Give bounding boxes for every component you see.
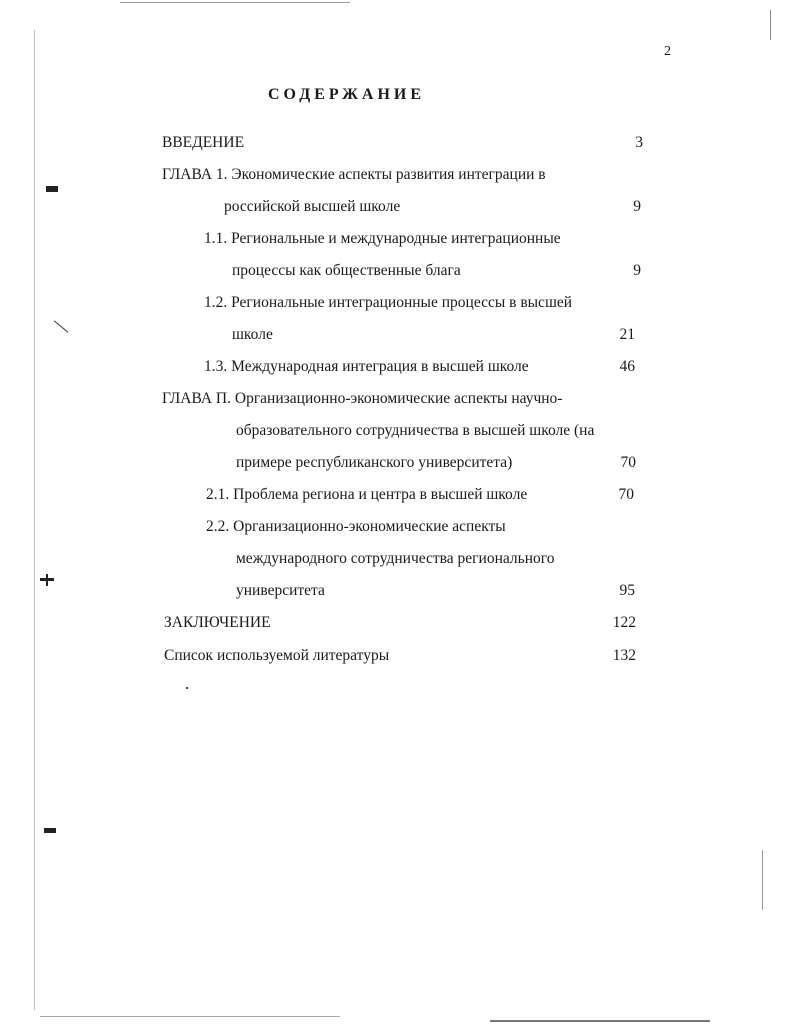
toc-page-section-1-2: 21 [619, 326, 635, 343]
toc-entry-section-2-2: 2.2. Организационно-экономические аспекты [206, 518, 506, 535]
toc-entry-references: Список используемой литературы [164, 647, 390, 664]
scan-line-top [120, 2, 350, 3]
scan-line-left [34, 30, 35, 1010]
toc-entry-conclusion: ЗАКЛЮЧЕНИЕ [164, 614, 271, 631]
toc-entry-section-1-2-cont: школе [232, 326, 273, 343]
scan-mark-1 [46, 186, 58, 192]
scan-line-right-top [770, 10, 771, 40]
page-title: СОДЕРЖАНИЕ [268, 86, 426, 103]
scan-mark-3 [46, 574, 48, 586]
scan-mark-4 [44, 828, 56, 833]
toc-entry-section-1-3: 1.3. Международная интеграция в высшей школе [204, 358, 529, 375]
toc-entry-section-2-2-cont-1: международного сотрудничества регионального [236, 550, 555, 567]
toc-entry-chapter-2: ГЛАВА П. Организационно-экономические аспекты научно- [162, 390, 563, 407]
toc-entry-section-2-2-cont-2: университета [236, 582, 325, 599]
toc-page-section-1-1: 9 [633, 262, 641, 279]
toc-page-section-1-3: 46 [619, 358, 635, 375]
toc-entry-section-1-1-cont: процессы как общественные блага [232, 262, 461, 279]
scan-line-right-mid [762, 850, 763, 910]
toc-page-chapter-2: 70 [620, 454, 636, 471]
page-number: 2 [664, 44, 671, 59]
toc-page-section-2-1: 70 [618, 486, 634, 503]
toc-entry-chapter-1: ГЛАВА 1. Экономические аспекты развития интеграции в [162, 166, 546, 183]
toc-entry-chapter-2-cont-1: образовательного сотрудничества в высшей школе (на [236, 422, 595, 439]
toc-page-intro: 3 [635, 134, 643, 151]
toc-entry-chapter-1-cont: российской высшей школе [224, 198, 401, 215]
toc-entry-section-1-1: 1.1. Региональные и международные интеграционные [204, 230, 561, 247]
toc-page-references: 132 [612, 647, 636, 664]
scan-mark-diagonal [54, 320, 68, 332]
toc-entry-intro: ВВЕДЕНИЕ [162, 134, 245, 151]
scan-dot [186, 687, 188, 689]
toc-entry-section-2-1: 2.1. Проблема региона и центра в высшей школе [206, 486, 528, 503]
toc-entry-section-1-2: 1.2. Региональные интеграционные процессы в высшей [204, 294, 573, 311]
scan-line-bottom [40, 1016, 340, 1017]
scan-line-bottom-right [490, 1020, 710, 1022]
toc-page-chapter-1: 9 [633, 198, 641, 215]
toc-entry-chapter-2-cont-2: примере республиканского университета) [236, 454, 513, 471]
toc-page-section-2-2: 95 [619, 582, 635, 599]
toc-page-conclusion: 122 [612, 614, 636, 631]
